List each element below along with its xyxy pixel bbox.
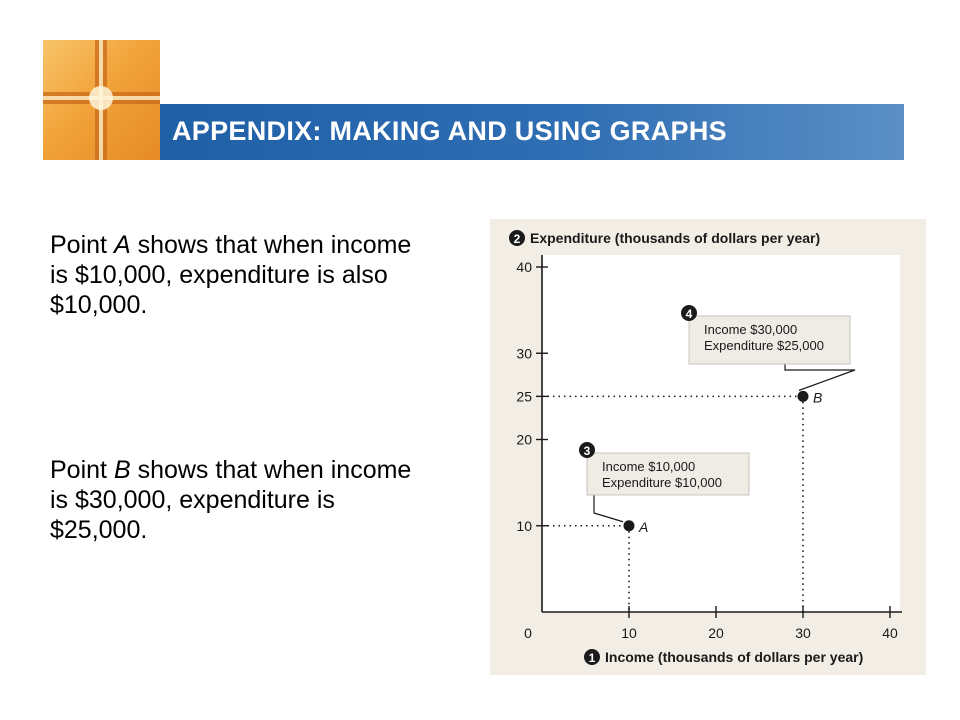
cross-logo xyxy=(43,40,160,160)
point-label-A: A xyxy=(639,518,649,535)
chart-panel xyxy=(490,219,926,675)
title-bar xyxy=(160,104,904,160)
x-tick-label: 0 xyxy=(524,625,532,641)
para-a-pre: Point xyxy=(50,231,114,259)
page-title: APPENDIX: MAKING AND USING GRAPHS xyxy=(172,116,727,146)
y-tick-label: 30 xyxy=(516,345,532,362)
scatter-chart xyxy=(490,219,926,675)
point-a-description xyxy=(50,230,430,320)
y-tick-label: 10 xyxy=(516,517,532,534)
y-tick-label: 25 xyxy=(516,388,532,405)
para-a-point: A xyxy=(113,231,131,259)
callout-line-B: Expenditure $25,000 xyxy=(704,338,824,353)
data-point-A xyxy=(624,520,635,531)
plot-area xyxy=(542,255,900,612)
y-axis-title: Expenditure (thousands of dollars per year) xyxy=(530,230,821,246)
x-axis-title: Income (thousands of dollars per year) xyxy=(605,649,864,665)
y-tick-label: 40 xyxy=(516,259,532,275)
point-b-description xyxy=(50,455,430,545)
y-tick-label: 20 xyxy=(516,431,532,448)
callout-line-B: Income $30,000 xyxy=(704,322,798,337)
callout-line-A: Income $10,000 xyxy=(602,459,696,474)
x-tick-label: 20 xyxy=(708,625,724,641)
para-b-post: shows that when income is $30,000, expenditure is $25,000. xyxy=(50,456,412,544)
x-tick-label: 40 xyxy=(882,625,898,641)
para-b-pre: Point xyxy=(50,456,114,484)
callout-marker-label-B: 4 xyxy=(685,307,693,321)
x-tick-label: 30 xyxy=(795,625,811,641)
data-point-B xyxy=(798,391,809,402)
x-tick-label: 10 xyxy=(621,625,637,641)
para-a-post: shows that when income is $10,000, expenditure is also $10,000. xyxy=(50,231,412,319)
para-b-point: B xyxy=(113,456,131,484)
y-axis-marker-label: 2 xyxy=(513,232,521,246)
callout-line-A: Expenditure $10,000 xyxy=(602,475,722,490)
point-label-B: B xyxy=(813,389,823,406)
x-axis-marker-label: 1 xyxy=(588,651,596,665)
callout-marker-label-A: 3 xyxy=(583,444,591,458)
